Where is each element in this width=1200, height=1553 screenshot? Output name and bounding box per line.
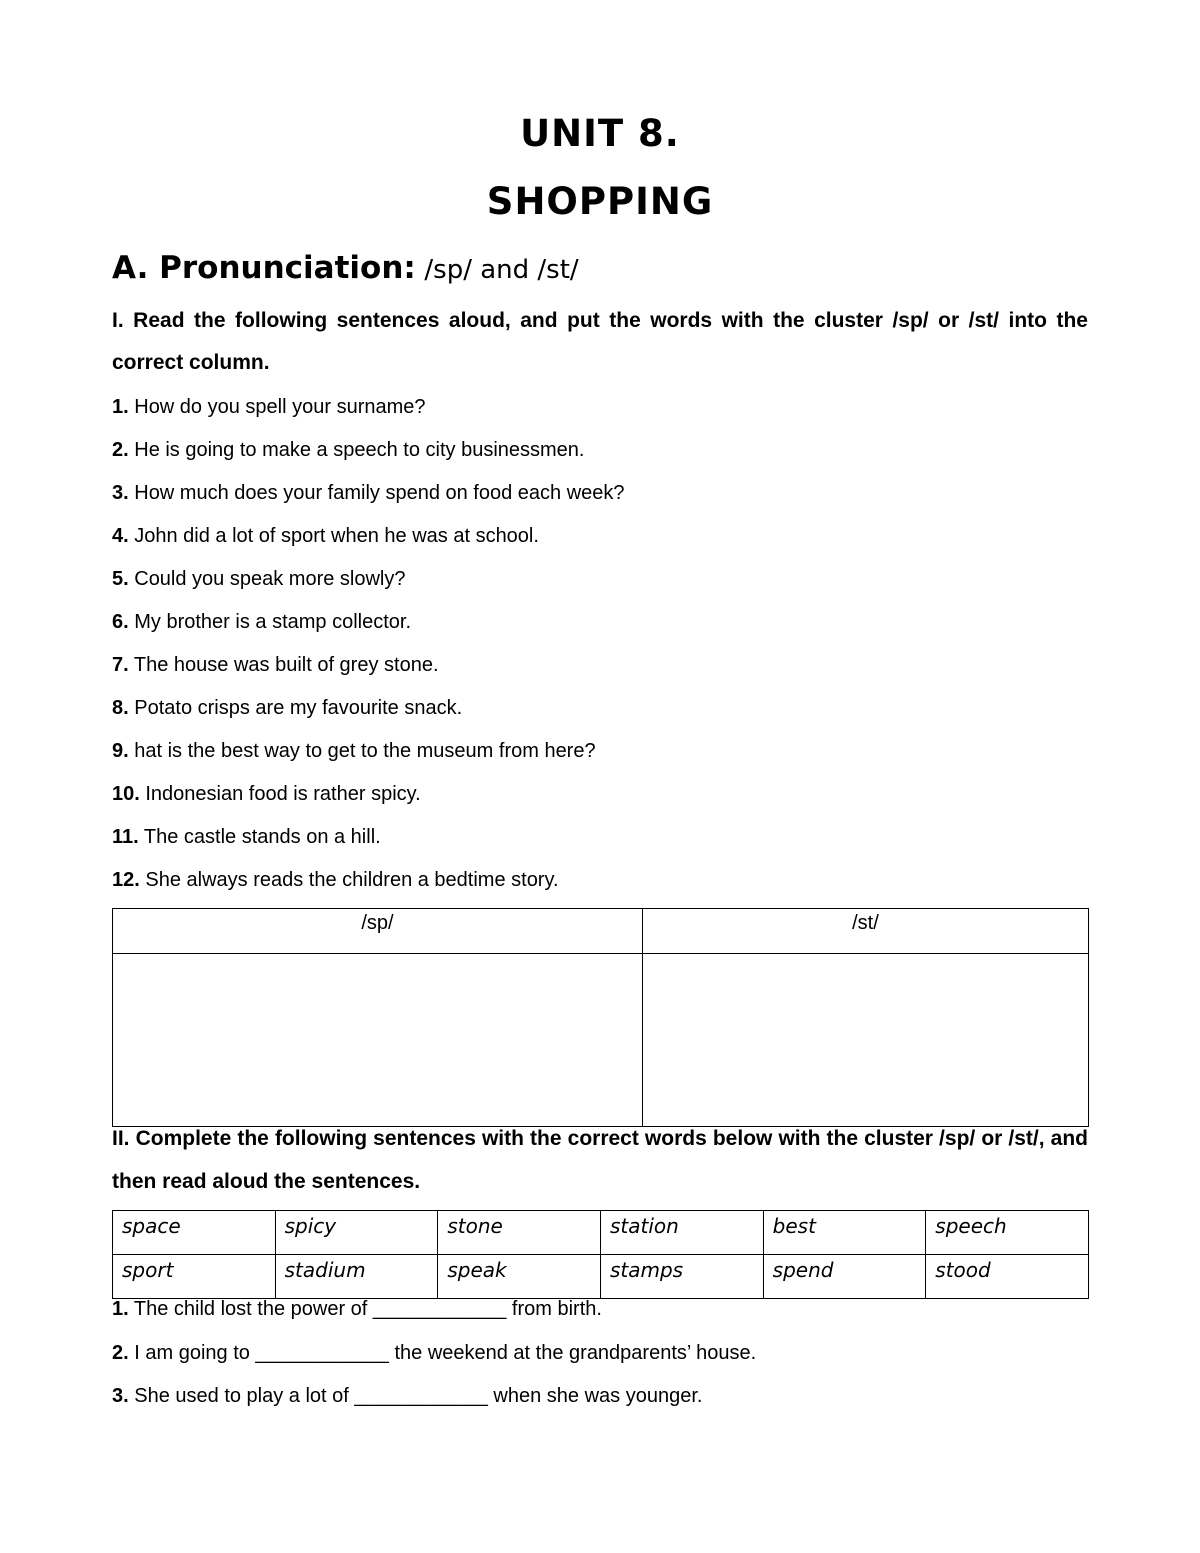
word-bank-item: speak [438,1255,601,1299]
ex1-sentence: 10. Indonesian food is rather spicy. [112,783,421,805]
word-bank-item: sport [113,1255,276,1299]
unit-topic: SHOPPING [486,180,714,223]
word-bank-item: spend [763,1255,926,1299]
exercise1-instruction-line1: I. Read the following sentences aloud, and put the words with the cluster /sp/ or /st/ into the [112,309,1088,332]
word-bank-table [112,1210,1089,1299]
ex2-sentence: 1. The child lost the power of ____________ from birth. [112,1298,602,1320]
sp-column-header: /sp/ [113,909,643,954]
st-column-header: /st/ [642,909,1088,954]
ex1-sentence: 9. hat is the best way to get to the museum from here? [112,740,596,762]
st-answer-cell[interactable] [642,954,1088,1127]
word-bank-item: speech [926,1211,1089,1255]
ex1-sentence: 11. The castle stands on a hill. [112,826,381,848]
ex1-sentence: 2. He is going to make a speech to city businessmen. [112,439,585,461]
word-bank-item: spicy [275,1211,438,1255]
word-bank-item: best [763,1211,926,1255]
word-bank-item: stone [438,1211,601,1255]
exercise1-instruction-line2: correct column. [112,351,270,374]
ex1-sentence: 6. My brother is a stamp collector. [112,611,412,633]
ex1-sentence: 8. Potato crisps are my favourite snack. [112,697,463,719]
word-bank-item: space [113,1211,276,1255]
sp-answer-cell[interactable] [113,954,643,1127]
ex1-sentence: 7. The house was built of grey stone. [112,654,439,676]
ex2-sentence: 3. She used to play a lot of ____________ when she was younger. [112,1385,703,1407]
word-bank-item: stood [926,1255,1089,1299]
word-bank-item: stamps [600,1255,763,1299]
ex1-sentence: 3. How much does your family spend on food each week? [112,482,625,504]
word-bank-item: stadium [275,1255,438,1299]
section-a-sub: /sp/ and /st/ [424,255,579,285]
exercise2-instruction-line1: II. Complete the following sentences with the correct words below with the cluster /sp/ or /st/, and [112,1127,1088,1150]
ex1-sentence: 12. She always reads the children a bedtime story. [112,869,559,891]
ex1-sentence: 5. Could you speak more slowly? [112,568,406,590]
ex1-sentence: 1. How do you spell your surname? [112,396,426,418]
sort-table [112,908,1089,1127]
ex1-sentence: 4. John did a lot of sport when he was at school. [112,525,539,547]
ex2-sentence: 2. I am going to ____________ the weekend at the grandparents’ house. [112,1342,757,1364]
word-bank-item: station [600,1211,763,1255]
exercise2-instruction-line2: then read aloud the sentences. [112,1170,421,1193]
section-a-label: A. Pronunciation: [112,250,416,286]
section-a-heading [112,250,579,286]
unit-title: UNIT 8. [520,112,680,155]
